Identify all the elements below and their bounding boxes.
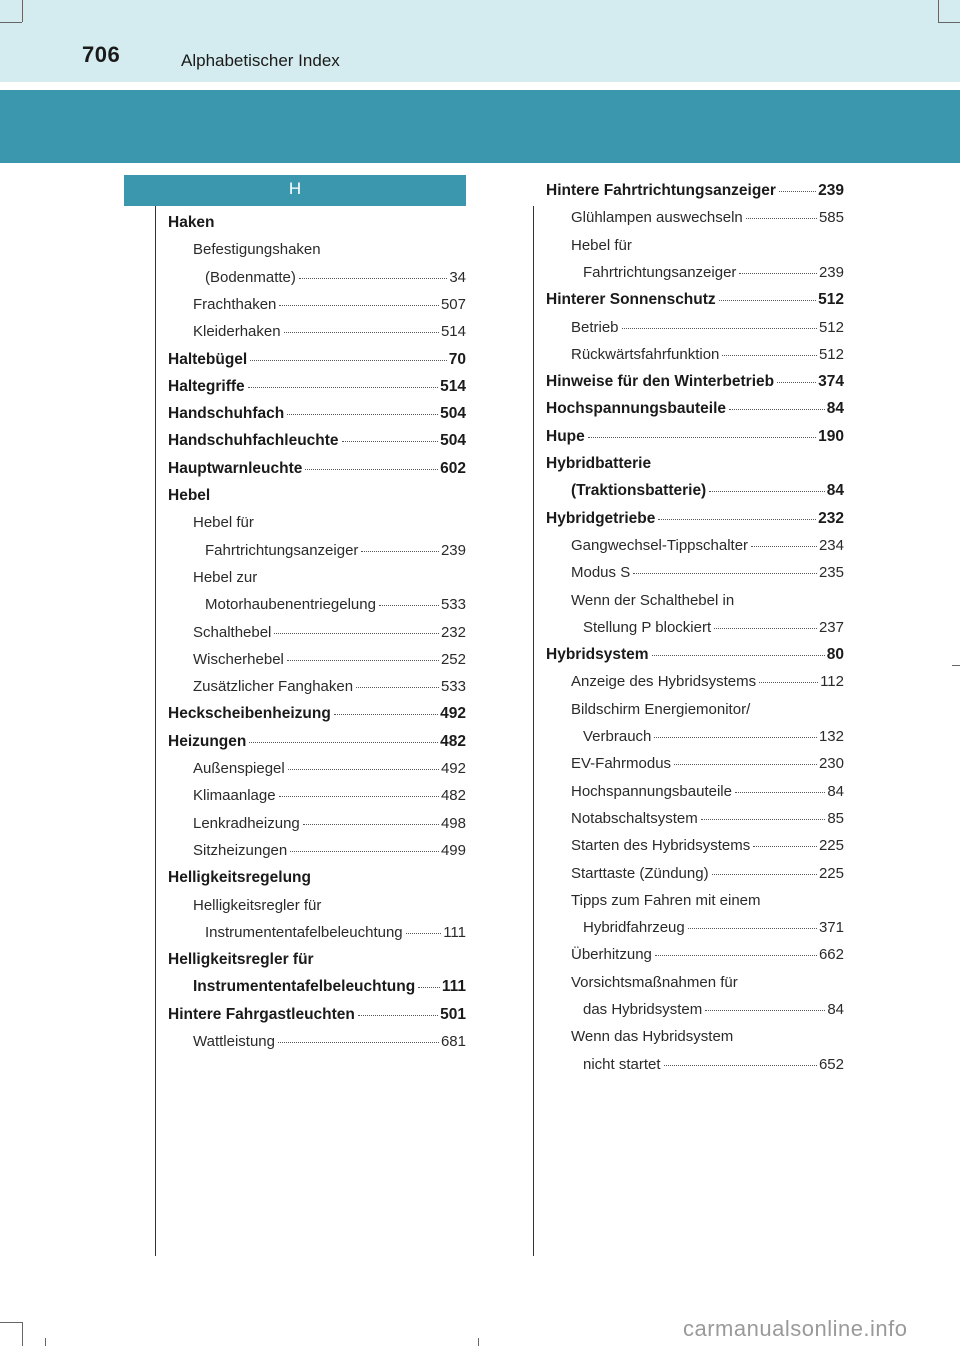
- entry-page-number: 533: [440, 678, 466, 696]
- left-column-rule: [155, 206, 156, 1256]
- dot-leader: [248, 387, 438, 388]
- entry-term: Rückwärtsfahrfunktion: [571, 345, 720, 363]
- entry-term: Vorsichtsmaßnahmen für: [571, 973, 738, 991]
- entry-page-number: 504: [440, 432, 466, 450]
- dot-leader: [356, 687, 439, 688]
- dot-leader: [688, 928, 817, 929]
- index-entry: [583, 1056, 844, 1073]
- entry-page-number: 112: [820, 673, 844, 691]
- entry-term: Hintere Fahrgastleuchten: [168, 1005, 355, 1023]
- index-entry: [193, 760, 466, 777]
- dot-leader: [250, 360, 447, 361]
- entry-term: Instrumententafelbeleuchtung: [205, 923, 403, 941]
- index-entry: [193, 296, 466, 313]
- entry-term: Haltebügel: [168, 350, 248, 368]
- entry-page-number: 225: [818, 837, 844, 855]
- entry-page-number: 482: [440, 787, 466, 805]
- index-entry: [168, 214, 466, 232]
- entry-page-number: 514: [440, 323, 466, 341]
- entry-page-number: 132: [818, 728, 844, 745]
- entry-term: Gangwechsel-Tippschalter: [571, 536, 749, 554]
- entry-page-number: 84: [827, 1001, 844, 1018]
- dot-leader: [759, 682, 818, 683]
- index-entry: [193, 897, 466, 914]
- entry-page-number: 512: [818, 291, 844, 309]
- index-entry: [168, 1006, 466, 1024]
- dot-leader: [278, 1042, 439, 1043]
- entry-term: Hybridfahrzeug: [583, 919, 685, 937]
- dot-leader: [729, 409, 825, 410]
- entry-term: Kleiderhaken: [193, 323, 281, 341]
- entry-page-number: 80: [826, 646, 844, 664]
- entry-page-number: 190: [818, 427, 844, 445]
- entry-term: Wenn das Hybridsystem: [571, 1028, 734, 1046]
- dot-leader: [287, 414, 438, 415]
- index-entry: [571, 592, 844, 609]
- entry-page-number: 237: [818, 618, 844, 636]
- entry-page-number: 499: [440, 841, 466, 859]
- index-entry: [571, 892, 844, 909]
- index-entry: [546, 182, 844, 200]
- index-entry: [193, 978, 466, 996]
- entry-term: Hebel für: [193, 514, 254, 532]
- dot-leader: [777, 382, 816, 383]
- entry-term: Hochspannungsbauteile: [546, 400, 726, 418]
- index-entry: [571, 783, 844, 800]
- index-entry: [205, 924, 466, 941]
- entry-term: Frachthaken: [193, 295, 277, 313]
- crop-mark: [0, 22, 22, 23]
- crop-mark: [22, 0, 23, 22]
- entry-term: Hybridbatterie: [546, 455, 652, 472]
- dot-leader: [284, 332, 439, 333]
- index-entry: [168, 378, 466, 396]
- entry-term: Haltegriffe: [168, 377, 245, 395]
- entry-page-number: 230: [818, 755, 844, 773]
- entry-page-number: 507: [440, 295, 466, 313]
- entry-page-number: 533: [440, 596, 466, 614]
- entry-term: Hauptwarnleuchte: [168, 459, 303, 477]
- index-entry: [546, 646, 844, 664]
- entry-term: Anzeige des Hybridsystems: [571, 673, 757, 691]
- index-entry: [205, 542, 466, 559]
- entry-page-number: 492: [440, 705, 466, 723]
- entry-term: Haken: [168, 214, 215, 231]
- entry-page-number: 492: [440, 760, 466, 777]
- dot-leader: [746, 218, 817, 219]
- index-entry: [571, 974, 844, 991]
- index-entry: [571, 346, 844, 363]
- dot-leader: [622, 328, 817, 329]
- index-entry: [583, 619, 844, 636]
- index-entry: [571, 946, 844, 963]
- dot-leader: [418, 987, 440, 988]
- entry-page-number: 232: [440, 623, 466, 641]
- index-entry: [168, 405, 466, 423]
- dot-leader: [654, 737, 817, 738]
- entry-term: Fahrtrichtungsanzeiger: [205, 541, 359, 559]
- crop-mark: [478, 1338, 479, 1346]
- dot-leader: [379, 605, 439, 606]
- index-entry: [546, 428, 844, 446]
- index-entry: [583, 919, 844, 936]
- page-number: 706: [82, 42, 121, 67]
- dot-leader: [406, 933, 442, 934]
- index-entry: [571, 209, 844, 226]
- entry-page-number: 239: [440, 541, 466, 559]
- entry-page-number: 252: [440, 650, 466, 668]
- entry-page-number: 111: [441, 978, 466, 996]
- dot-leader: [739, 273, 817, 274]
- entry-term: Wattleistung: [193, 1033, 275, 1050]
- index-entry: [546, 373, 844, 391]
- crop-mark: [0, 1322, 22, 1323]
- entry-page-number: 374: [818, 373, 844, 391]
- entry-term: Verbrauch: [583, 728, 652, 745]
- dot-leader: [287, 660, 439, 661]
- index-entry: [168, 487, 466, 505]
- dot-leader: [735, 792, 825, 793]
- entry-term: (Bodenmatte): [205, 268, 296, 286]
- entry-term: Heckscheibenheizung: [168, 705, 331, 723]
- page-title: Alphabetischer Index: [181, 51, 340, 70]
- dot-leader: [753, 846, 817, 847]
- header-band: [0, 0, 960, 82]
- entry-term: Hinweise für den Winterbetrieb: [546, 373, 775, 391]
- dot-leader: [655, 955, 817, 956]
- index-entry: [168, 733, 466, 751]
- dot-leader: [705, 1010, 825, 1011]
- dot-leader: [274, 633, 439, 634]
- dot-leader: [279, 796, 439, 797]
- entry-term: das Hybridsystem: [583, 1001, 703, 1018]
- dot-leader: [305, 469, 438, 470]
- entry-page-number: 681: [440, 1033, 466, 1050]
- entry-page-number: 84: [826, 400, 844, 418]
- entry-term: Hochspannungsbauteile: [571, 782, 732, 800]
- dot-leader: [701, 819, 826, 820]
- entry-page-number: 239: [818, 182, 844, 199]
- entry-term: Schalthebel: [193, 623, 272, 641]
- entry-term: Tipps zum Fahren mit einem: [571, 891, 761, 909]
- entry-page-number: 482: [440, 732, 466, 750]
- entry-term: Hupe: [546, 427, 585, 445]
- entry-page-number: 234: [818, 536, 844, 554]
- entry-page-number: 501: [440, 1005, 466, 1023]
- entry-term: Motorhaubenentriegelung: [205, 596, 376, 614]
- index-entry: [571, 564, 844, 581]
- index-entry: [205, 269, 466, 286]
- index-entry: [193, 842, 466, 859]
- dot-leader: [779, 191, 816, 192]
- entry-page-number: 84: [826, 482, 844, 500]
- dot-leader: [299, 278, 447, 279]
- entry-term: Hebel für: [571, 236, 632, 254]
- entry-term: Betrieb: [571, 318, 619, 336]
- entry-term: nicht startet: [583, 1055, 661, 1073]
- entry-term: Überhitzung: [571, 946, 652, 964]
- entry-term: Sitzheizungen: [193, 841, 288, 859]
- index-entry: [571, 837, 844, 854]
- entry-term: Hintere Fahrtrichtungsanzeiger: [546, 182, 776, 199]
- entry-page-number: 84: [827, 782, 844, 800]
- entry-page-number: 514: [440, 377, 466, 395]
- dot-leader: [722, 355, 817, 356]
- index-entry: [571, 1028, 844, 1045]
- dot-leader: [279, 305, 439, 306]
- index-entry: [193, 514, 466, 531]
- entry-term: Fahrtrichtungsanzeiger: [583, 263, 737, 281]
- index-entry: [546, 291, 844, 309]
- index-entry: [583, 1001, 844, 1018]
- entry-term: Lenkradheizung: [193, 814, 300, 832]
- index-entry: [546, 400, 844, 418]
- index-entry: [583, 264, 844, 281]
- index-entry: [193, 678, 466, 695]
- entry-term: Bildschirm Energiemonitor/: [571, 700, 751, 718]
- section-letter-header: H: [124, 175, 466, 206]
- index-entry: [193, 323, 466, 340]
- entry-term: Stellung P blockiert: [583, 618, 712, 636]
- dot-leader: [288, 769, 439, 770]
- entry-term: Modus S: [571, 564, 631, 582]
- entry-term: Zusätzlicher Fanghaken: [193, 678, 354, 696]
- index-entry: [546, 455, 844, 473]
- index-entry: [168, 869, 466, 887]
- entry-page-number: 662: [818, 946, 844, 964]
- entry-page-number: 34: [449, 268, 466, 286]
- dot-leader: [664, 1065, 817, 1066]
- entry-term: Helligkeitsregler für: [193, 896, 322, 914]
- dot-leader: [719, 300, 816, 301]
- entry-page-number: 602: [440, 459, 466, 477]
- entry-page-number: 512: [818, 345, 844, 363]
- dot-leader: [709, 491, 825, 492]
- entry-term: Starten des Hybridsystems: [571, 837, 751, 855]
- entry-term: Helligkeitsregelung: [168, 869, 311, 887]
- entry-page-number: 371: [818, 919, 844, 937]
- index-entry: [168, 432, 466, 450]
- entry-term: Außenspiegel: [193, 760, 285, 777]
- dot-leader: [588, 437, 816, 438]
- entry-term: EV-Fahrmodus: [571, 755, 672, 773]
- entry-page-number: 585: [818, 209, 844, 227]
- decorative-band: [0, 90, 960, 163]
- entry-page-number: 652: [818, 1055, 844, 1073]
- dot-leader: [658, 519, 816, 520]
- index-entry: [571, 237, 844, 254]
- dot-leader: [342, 441, 439, 442]
- dot-leader: [290, 851, 439, 852]
- entry-term: Klimaanlage: [193, 787, 276, 805]
- index-entry: [571, 701, 844, 718]
- entry-page-number: 70: [448, 350, 466, 368]
- index-entry: [193, 624, 466, 641]
- entry-term: Heizungen: [168, 732, 247, 750]
- index-entry: [193, 651, 466, 668]
- entry-term: Wischerhebel: [193, 650, 284, 668]
- index-entry: [193, 241, 466, 258]
- crop-mark: [938, 0, 939, 22]
- entry-page-number: 504: [440, 405, 466, 423]
- index-entry: [193, 815, 466, 832]
- dot-leader: [714, 628, 817, 629]
- index-entry: [571, 673, 844, 690]
- dot-leader: [633, 573, 817, 574]
- crop-mark: [22, 1322, 23, 1346]
- right-column-rule: [533, 206, 534, 1256]
- entry-page-number: 232: [818, 509, 844, 527]
- entry-term: Befestigungshaken: [193, 241, 321, 259]
- entry-page-number: 498: [440, 814, 466, 832]
- entry-page-number: 512: [818, 318, 844, 336]
- index-entry: [571, 810, 844, 827]
- entry-page-number: 111: [443, 923, 466, 941]
- index-entry: [571, 537, 844, 554]
- dot-leader: [712, 874, 817, 875]
- crop-mark: [938, 22, 960, 23]
- index-entry: [571, 319, 844, 336]
- dot-leader: [751, 546, 817, 547]
- entry-term: Glühlampen auswechseln: [571, 209, 743, 227]
- index-entry: [571, 482, 844, 500]
- entry-page-number: 225: [818, 864, 844, 882]
- watermark: carmanualsonline.info: [683, 1316, 908, 1341]
- dot-leader: [334, 714, 438, 715]
- entry-term: Hybridgetriebe: [546, 509, 656, 527]
- index-entry: [571, 755, 844, 772]
- entry-term: Handschuhfach: [168, 405, 285, 423]
- entry-term: Starttaste (Zündung): [571, 864, 709, 882]
- entry-page-number: 85: [827, 809, 844, 827]
- entry-term: Hinterer Sonnenschutz: [546, 291, 716, 309]
- entry-term: Handschuhfachleuchte: [168, 432, 339, 450]
- index-entry: [193, 787, 466, 804]
- entry-term: Notabschaltsystem: [571, 809, 698, 827]
- index-entry: [546, 510, 844, 528]
- crop-mark: [45, 1338, 46, 1346]
- dot-leader: [358, 1015, 438, 1016]
- entry-term: Helligkeitsregler für: [168, 951, 314, 969]
- dot-leader: [361, 551, 439, 552]
- index-entry: [168, 351, 466, 369]
- index-entry: [193, 1033, 466, 1050]
- dot-leader: [674, 764, 817, 765]
- dot-leader: [303, 824, 439, 825]
- index-entry: [571, 865, 844, 882]
- entry-term: Hebel: [168, 487, 211, 504]
- entry-term: Instrumententafelbeleuchtung: [193, 978, 416, 996]
- entry-term: (Traktionsbatterie): [571, 482, 707, 500]
- index-entry: [168, 460, 466, 478]
- entry-term: Wenn der Schalthebel in: [571, 591, 735, 609]
- entry-page-number: 235: [818, 564, 844, 582]
- crop-mark: [952, 665, 960, 666]
- entry-term: Hebel zur: [193, 568, 258, 586]
- index-entry: [168, 951, 466, 969]
- dot-leader: [652, 655, 825, 656]
- entry-term: Hybridsystem: [546, 646, 649, 664]
- index-entry: [168, 705, 466, 723]
- index-entry: [193, 569, 466, 586]
- index-entry: [205, 596, 466, 613]
- dot-leader: [249, 742, 438, 743]
- index-entry: [583, 728, 844, 745]
- entry-page-number: 239: [818, 263, 844, 281]
